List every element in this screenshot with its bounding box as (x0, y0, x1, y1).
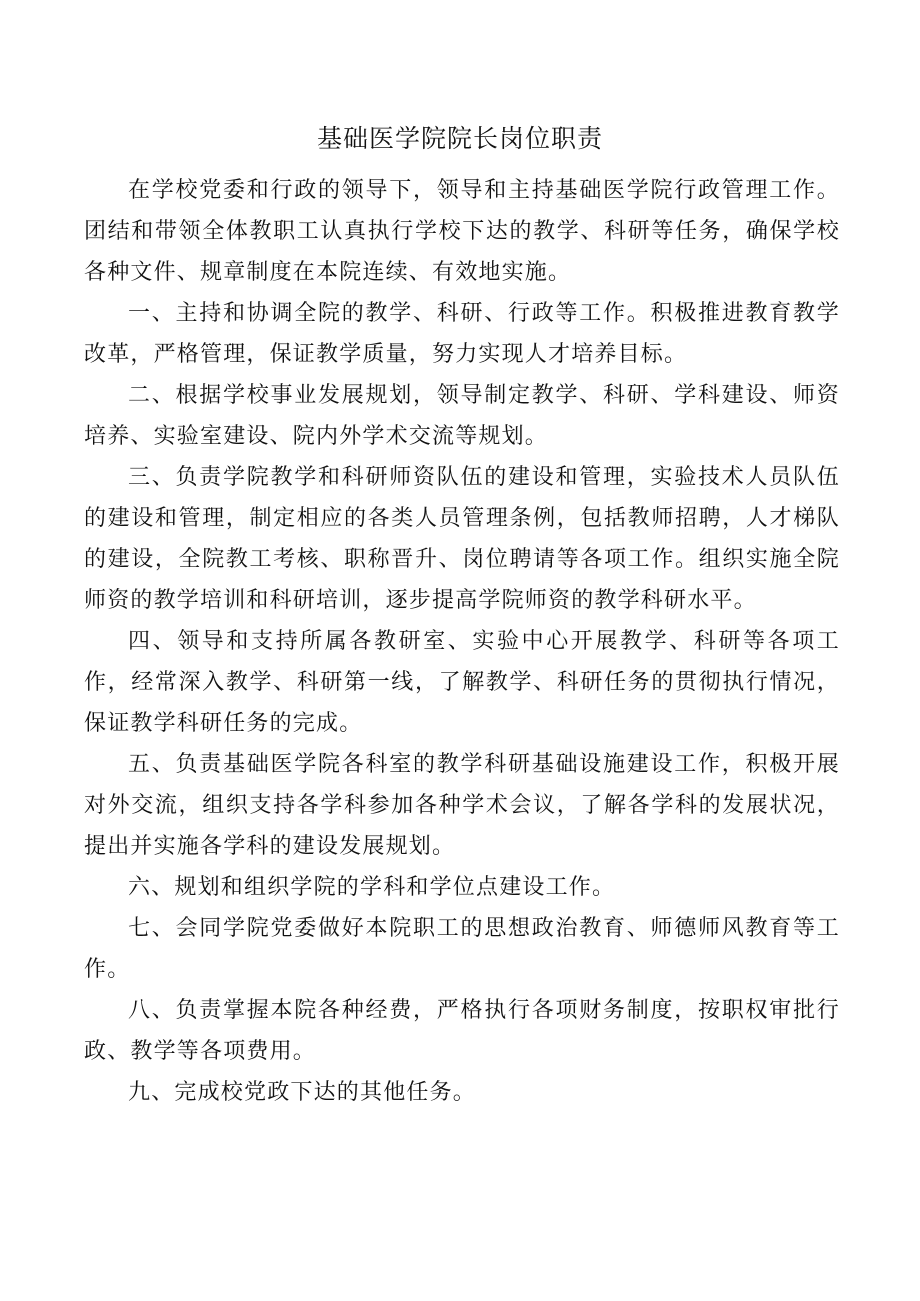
paragraph-item-7: 七、会同学院党委做好本院职工的思想政治教育、师德师风教育等工作。 (84, 916, 840, 982)
paragraph-item-3: 三、负责学院教学和科研师资队伍的建设和管理，实验技术人员队伍的建设和管理，制定相应的各类人员管理条例，包括教师招聘，人才梯队的建设，全院教工考核、职称晋升、岗位聘请等各项工作。组织实施全院师资的教学培训和科研培训，逐步提高学院师资的教学科研水平。 (84, 465, 840, 613)
paragraph-item-2: 二、根据学校事业发展规划，领导制定教学、科研、学科建设、师资培养、实验室建设、院内外学术交流等规划。 (84, 383, 840, 449)
document-title: 基础医学院院长岗位职责 (316, 124, 603, 153)
paragraph-intro: 在学校党委和行政的领导下，领导和主持基础医学院行政管理工作。团结和带领全体教职工认真执行学校下达的教学、科研等任务，确保学校各种文件、规章制度在本院连续、有效地实施。 (84, 178, 840, 285)
paragraph-item-8: 八、负责掌握本院各种经费，严格执行各项财务制度，按职权审批行政、教学等各项费用。 (84, 998, 840, 1064)
paragraph-item-9: 九、完成校党政下达的其他任务。 (128, 1080, 477, 1105)
paragraph-item-6: 六、规划和组织学院的学科和学位点建设工作。 (128, 875, 616, 900)
paragraph-item-4: 四、领导和支持所属各教研室、实验中心开展教学、科研等各项工作，经常深入教学、科研第一线，了解教学、科研任务的贯彻执行情况，保证教学科研任务的完成。 (84, 629, 840, 736)
paragraph-item-5: 五、负责基础医学院各科室的教学科研基础设施建设工作，积极开展对外交流，组织支持各学科参加各种学术会议，了解各学科的发展状况，提出并实施各学科的建设发展规划。 (84, 752, 840, 859)
paragraph-item-1: 一、主持和协调全院的教学、科研、行政等工作。积极推进教育教学改革，严格管理，保证教学质量，努力实现人才培养目标。 (84, 301, 840, 367)
document-body (84, 170, 840, 1113)
